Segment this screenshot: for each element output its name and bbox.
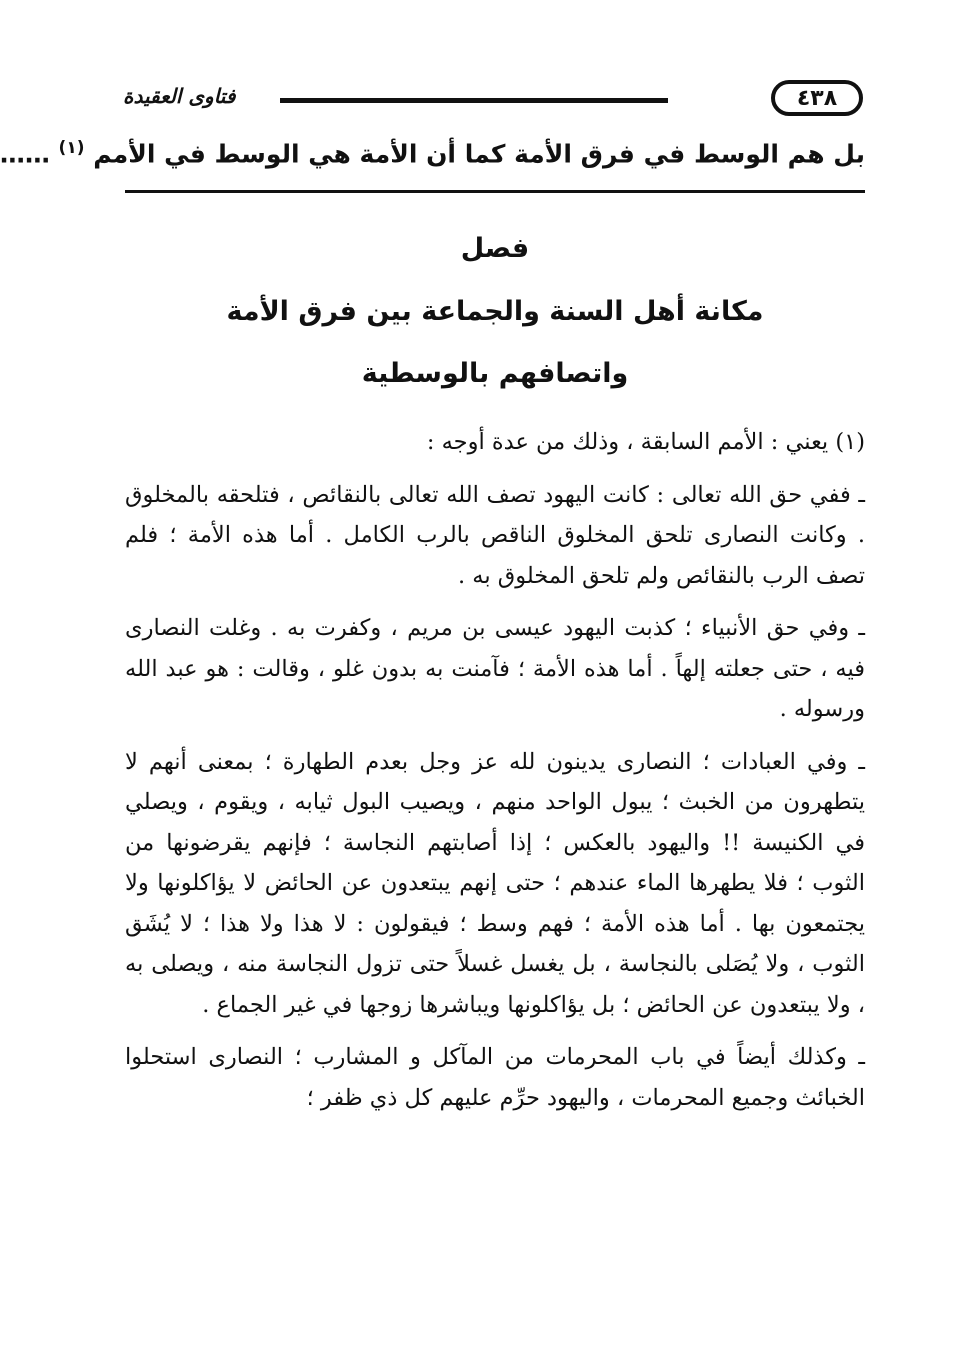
footnote-ref: (١): [58, 138, 85, 158]
footnote-paragraph: ـ ففي حق الله تعالى : كانت اليهود تصف الله تعالى بالنقائص ، فتلحقه بالمخلوق . وكانت النصارى تلحق المخلوق الناقص بالرب الكامل . أما هذه الأمة ؛ فلم تصف الرب بالنقائص ولم تلحق المخلوق به .: [125, 481, 865, 589]
footnote-paragraph: ـ وفي حق الأنبياء ؛ كذبت اليهود عيسى بن مريم ، وكفرت به . وغلت النصارى فيه ، حتى جعلته إلهاً . أما هذه الأمة ؛ فآمنت به بدون غلو ، وقالت : هو عبد الله ورسوله .: [125, 615, 865, 722]
footnote-body: [125, 422, 865, 1130]
section-heading: فصل: [460, 233, 530, 264]
running-title-line: [0, 138, 865, 169]
page-number: ٤٣٨: [771, 80, 863, 116]
footnote-paragraph: ـ وفي العبادات ؛ النصارى يدينون لله عز وجل بعدم الطهارة ؛ بمعنى أنهم لا يتطهرون من الخبث ؛ يبول الواحد منهم ، ويصيب البول ثيابه ، ويقوم ، ويصلي في الكنيسة !! واليهود بالعكس ؛ إذا أصابتهم النجاسة ؛ فإنهم يقرضونها من الثوب ؛ فلا يطهرها الماء عندهم ؛ حتى إنهم يبتعدون عن الحائض لا يؤاكلونها ولا يجتمعون بها . أما هذه الأمة ؛ فهم وسط ؛ فيقولون : لا هذا ولا هذا ؛ لا يُشَق الثوب ، ولا يُصَلى بالنجاسة ، بل يغسل غسلاً حتى تزول النجاسة منه ، ويصلى به ، ولا يبتعدون عن الحائض ؛ بل يؤاكلونها ويباشرها زوجها في غير الجماع .: [125, 748, 865, 1018]
running-title-dots: ……: [0, 139, 50, 169]
footnote-intro: (١) يعني : الأمم السابقة ، وذلك من عدة أوجه :: [426, 429, 865, 455]
chapter-title-line1: مكانة أهل السنة والجماعة بين فرق الأمة: [226, 296, 764, 327]
book-title: فتاوى العقيدة: [123, 84, 236, 108]
header-divider: [125, 190, 865, 193]
header-rule: [280, 98, 668, 103]
running-header: [123, 80, 863, 120]
chapter-title-line2: واتصافهم بالوسطية: [361, 358, 629, 389]
footnote-paragraph: ـ وكذلك أيضاً في باب المحرمات من المآكل و المشارب ؛ النصارى استحلوا الخبائث وجميع المحرمات ، واليهود حرِّم عليهم كل ذي ظفر ؛: [125, 1044, 865, 1111]
running-title-text: بل هم الوسط في فرق الأمة كما أن الأمة هي الوسط في الأمم: [93, 139, 865, 169]
